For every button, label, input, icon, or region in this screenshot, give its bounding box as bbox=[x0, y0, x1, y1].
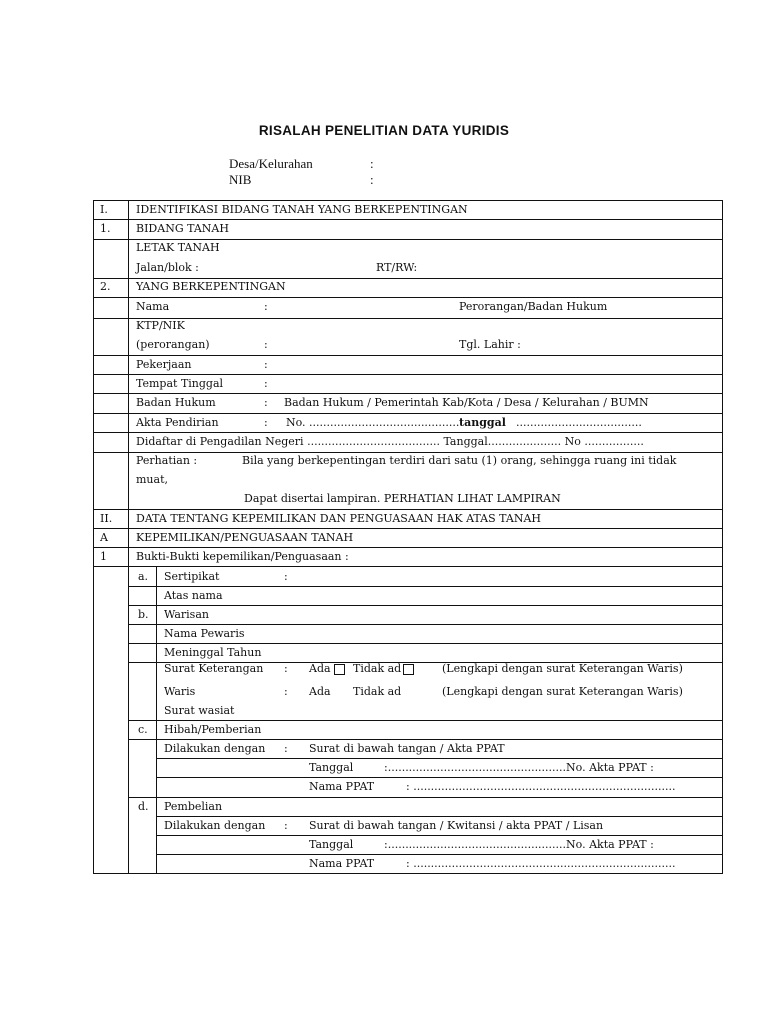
row-line bbox=[128, 624, 722, 625]
row-line bbox=[94, 219, 722, 220]
pembelian-options: Surat di bawah tangan / Kwitansi / akta PPAT / Lisan bbox=[309, 819, 604, 832]
row-line bbox=[94, 318, 722, 319]
subsection-number: 1. bbox=[100, 222, 111, 235]
sertipikat-colon: : bbox=[284, 570, 288, 583]
dilakukan-dengan-label: Dilakukan dengan bbox=[164, 819, 266, 832]
row-line bbox=[94, 413, 722, 414]
tidak-ada-checkbox[interactable] bbox=[403, 664, 414, 675]
nama-ppat-field: : ........................................................................... bbox=[406, 780, 676, 793]
nib-colon: : bbox=[370, 172, 374, 187]
tgl-lahir-label: Tgl. Lahir : bbox=[459, 338, 521, 351]
item-letter: b. bbox=[138, 608, 149, 621]
row-line bbox=[156, 816, 722, 817]
row-line bbox=[94, 374, 722, 375]
row-line bbox=[94, 432, 722, 433]
dilakukan-colon: : bbox=[284, 742, 288, 755]
section-title: IDENTIFIKASI BIDANG TANAH YANG BERKEPENTINGAN bbox=[136, 203, 468, 216]
lampiran-note: Dapat disertai lampiran. PERHATIAN LIHAT LAMPIRAN bbox=[244, 492, 561, 505]
row-line bbox=[94, 528, 722, 529]
perorangan-badan-label: Perorangan/Badan Hukum bbox=[459, 300, 608, 313]
row-line bbox=[156, 854, 722, 855]
row-line bbox=[94, 393, 722, 394]
bukti-label: Bukti-Bukti kepemilikan/Penguasaan : bbox=[136, 550, 349, 563]
row-line bbox=[128, 605, 722, 606]
row-line bbox=[94, 566, 722, 567]
form-table bbox=[93, 200, 723, 874]
tempat-tinggal-label: Tempat Tinggal bbox=[136, 377, 224, 390]
row-line bbox=[128, 720, 722, 721]
tanggal-akta-field: :...................................................No. Akta PPAT : bbox=[384, 761, 654, 774]
akta-no-field: No. ........................................... bbox=[286, 416, 460, 429]
badan-hukum-label: Badan Hukum bbox=[136, 396, 216, 409]
row-line bbox=[156, 758, 722, 759]
sertipikat-label: Sertipikat bbox=[164, 570, 220, 583]
row-line bbox=[128, 643, 722, 644]
jalan-blok-label: Jalan/blok : bbox=[136, 261, 199, 274]
pembelian-label: Pembelian bbox=[164, 800, 223, 813]
row-line bbox=[94, 452, 722, 453]
lengkapi-note: (Lengkapi dengan surat Keterangan Waris) bbox=[442, 662, 683, 675]
row-line bbox=[128, 797, 722, 798]
tempat-colon: : bbox=[264, 377, 268, 390]
tanggal-label: Tanggal bbox=[309, 838, 354, 851]
subsection-title: BIDANG TANAH bbox=[136, 222, 229, 235]
didaftar-row: Didaftar di Pengadilan Negeri ...................................... Tanggal..................... No ................. bbox=[136, 435, 644, 448]
tanggal-akta-field: :...................................................No. Akta PPAT : bbox=[384, 838, 654, 851]
row-line bbox=[94, 355, 722, 356]
row-line bbox=[94, 297, 722, 298]
surat-ket-colon: : bbox=[284, 662, 288, 675]
item-letter: a. bbox=[138, 570, 149, 583]
row-line bbox=[94, 278, 722, 279]
row-line bbox=[94, 509, 722, 510]
section-number: I. bbox=[100, 203, 108, 216]
surat-keterangan-label: Surat Keterangan bbox=[164, 662, 264, 675]
row-line bbox=[156, 777, 722, 778]
subsection-letter: A bbox=[100, 531, 108, 544]
row-line bbox=[94, 239, 722, 240]
row-line bbox=[156, 835, 722, 836]
perorangan-label: (perorangan) bbox=[136, 338, 210, 351]
item-number: 1 bbox=[100, 550, 107, 563]
row-line bbox=[128, 739, 722, 740]
akta-tanggal-field: .................................... bbox=[516, 416, 642, 429]
ada-label: Ada bbox=[309, 662, 331, 675]
surat-wasiat-label: Surat wasiat bbox=[164, 704, 235, 717]
item-letter: d. bbox=[138, 800, 149, 813]
warisan-label: Warisan bbox=[164, 608, 209, 621]
nama-ppat-field: : ........................................................................... bbox=[406, 857, 676, 870]
nama-ppat-label: Nama PPAT bbox=[309, 857, 375, 870]
perhatian-muat: muat, bbox=[136, 473, 168, 486]
nama-colon: : bbox=[264, 300, 268, 313]
col-divider-1 bbox=[128, 201, 129, 873]
subsection-number: 2. bbox=[100, 280, 111, 293]
letak-tanah-label: LETAK TANAH bbox=[136, 241, 220, 254]
dilakukan-colon: : bbox=[284, 819, 288, 832]
nama-label: Nama bbox=[136, 300, 170, 313]
ktp-colon: : bbox=[264, 338, 268, 351]
desa-kelurahan-row bbox=[229, 156, 374, 172]
subsection-title: KEPEMILIKAN/PENGUASAAN TANAH bbox=[136, 531, 354, 544]
nib-row bbox=[229, 172, 374, 188]
hibah-options: Surat di bawah tangan / Akta PPAT bbox=[309, 742, 505, 755]
document-title: RISALAH PENELITIAN DATA YURIDIS bbox=[258, 123, 510, 138]
desa-label: Desa/Kelurahan bbox=[229, 156, 313, 171]
atas-nama-label: Atas nama bbox=[164, 589, 223, 602]
dilakukan-dengan-label: Dilakukan dengan bbox=[164, 742, 266, 755]
badan-hukum-options: Badan Hukum / Pemerintah Kab/Kota / Desa / Kelurahan / BUMN bbox=[284, 396, 649, 409]
pekerjaan-colon: : bbox=[264, 358, 268, 371]
ada-checkbox[interactable] bbox=[334, 664, 345, 675]
subsection-title: YANG BERKEPENTINGAN bbox=[136, 280, 286, 293]
row-line bbox=[128, 586, 722, 587]
tanggal-label: Tanggal bbox=[309, 761, 354, 774]
akta-tanggal-label: tanggal bbox=[459, 416, 506, 429]
section-title: DATA TENTANG KEPEMILIKAN DAN PENGUASAAN HAK ATAS TANAH bbox=[136, 512, 541, 525]
ada-label: Ada bbox=[309, 685, 331, 698]
perhatian-text: Bila yang berkepentingan terdiri dari satu (1) orang, sehingga ruang ini tidak bbox=[242, 454, 677, 467]
meninggal-tahun-label: Meninggal Tahun bbox=[164, 646, 262, 659]
row-line bbox=[94, 547, 722, 548]
desa-colon: : bbox=[370, 156, 374, 171]
akta-colon: : bbox=[264, 416, 268, 429]
rt-rw-label: RT/RW: bbox=[376, 261, 418, 274]
nama-pewaris-label: Nama Pewaris bbox=[164, 627, 245, 640]
tidak-ada-label: Tidak ad bbox=[353, 685, 402, 698]
waris-label: Waris bbox=[164, 685, 196, 698]
pekerjaan-label: Pekerjaan bbox=[136, 358, 192, 371]
perhatian-label: Perhatian : bbox=[136, 454, 198, 467]
waris-colon: : bbox=[284, 685, 288, 698]
section-number: II. bbox=[100, 512, 113, 525]
hibah-label: Hibah/Pemberian bbox=[164, 723, 262, 736]
ktp-nik-label: KTP/NIK bbox=[136, 319, 185, 332]
nib-label: NIB bbox=[229, 172, 252, 187]
badan-colon: : bbox=[264, 396, 268, 409]
item-letter: c. bbox=[138, 723, 148, 736]
tidak-ada-label: Tidak ad bbox=[353, 662, 402, 675]
lengkapi-note: (Lengkapi dengan surat Keterangan Waris) bbox=[442, 685, 683, 698]
nama-ppat-label: Nama PPAT bbox=[309, 780, 375, 793]
akta-pendirian-label: Akta Pendirian bbox=[136, 416, 219, 429]
